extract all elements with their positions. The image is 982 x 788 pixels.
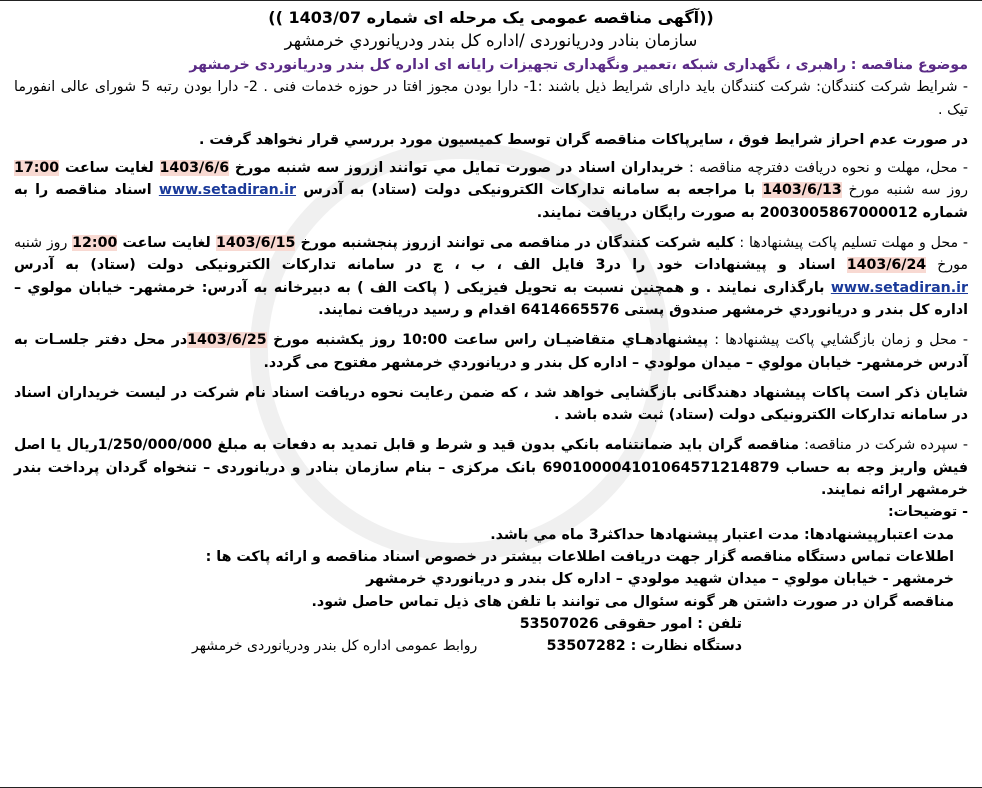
purchase-date-from: 1403/6/6 — [159, 160, 230, 177]
submission-text-e: بارگذاری نمایند . و همچنین نسبت به تحویل فیزیکی ( پاکت الف ) به دبیرخانه به آدرس: خرمشهر- خیابان مولوي – اداره کل بندر و دریانوردي خرمشهر صندوق پستی 6414665576 اقدام و رسید دریافت نمایند. — [14, 279, 968, 318]
disqualification-note: در صورت عدم احراز شرایط فوق ، سایرپاکات مناقصه گران توسط کمیسیون مورد بررسي قرار نخواهد گرفت . — [198, 131, 968, 148]
office-address: خرمشهر - خیابان مولوي – میدان شهید مولودي – اداره کل بندر و دریانوردي خرمشهر — [366, 571, 954, 588]
submission-text-b: لغایت ساعت — [117, 235, 216, 252]
public-relations-signature: روابط عمومی اداره کل بندر ودریانوردی خرمشهر — [192, 637, 478, 654]
contact-block — [14, 613, 968, 659]
contact-info: اطلاعات تماس دستگاه مناقصه گزار جهت دریافت اطلاعات بیشتر در خصوص اسناد مناقصه و ارائه پاکت ها : — [205, 548, 954, 565]
opening-date: 1403/6/25 — [187, 332, 267, 349]
purchase-time: 17:00 — [14, 160, 60, 177]
submission-date-from: 1403/6/15 — [215, 235, 296, 252]
submission-date-to: 1403/6/24 — [846, 257, 927, 274]
document-purchase-section — [14, 157, 968, 224]
deposit-intro: - سپرده شرکت در مناقصه: — [799, 437, 968, 454]
offer-validity: مدت اعتبارپیشنهادها: مدت اعتبار پیشنهادها حداکثر3 ماه مي باشد. — [490, 526, 954, 543]
purchase-text-b: لغایت ساعت — [59, 160, 160, 177]
legal-phone: تلفن : امور حقوقی 53507026 — [519, 615, 742, 632]
registration-remark: شایان ذکر است پاکات پیشنهاد دهندگانی بازگشایی خواهد شد ، که ضمن رعایت نحوه دریافت اسناد نام شرکت در لیست خریداران اسناد در سامانه تدارکات الکترونیکی دولت (ستاد) ثبت شده باشد . — [14, 384, 968, 424]
notes-block — [14, 524, 968, 613]
tender-topic — [14, 54, 968, 76]
announcement-body — [14, 7, 968, 659]
setad-link[interactable]: www.setadiran.ir — [158, 182, 297, 199]
opening-intro: - محل و زمان بازگشايي پاکت پیشنهادها : — [708, 332, 969, 349]
purchase-text-a: خریداران اسناد در صورت تمایل مي توانند ازروز سه شنبه مورخ — [229, 160, 684, 177]
submission-text-a: کلیه شرکت کنندگان در مناقصه می توانند ازروز پنجشنبه مورخ — [295, 235, 735, 252]
submission-text-c: روز شنبه مورخ — [14, 235, 969, 274]
announcement-title: ((آگهی مناقصه عمومی یک مرحله ای شماره 1403/07 )) — [268, 8, 714, 27]
submission-time: 12:00 — [72, 235, 118, 252]
opening-text-b: در محل دفتر جلسـات به آدرس خرمشهر- خیابان مولوي – میدان مولودي – اداره کل بندر و دریانوردي خرمشهر مفتوح می گردد. — [14, 332, 968, 371]
submission-section — [14, 232, 968, 321]
purchase-date-to: 1403/6/13 — [762, 182, 842, 199]
topic-text: راهبری ، نگهداری شبکه ،تعمیر ونگهداری تجهیزات رایانه ای اداره کل بندر ودریانوردی خرمشهر — [189, 57, 847, 73]
purchase-text-e: اسناد مناقصه را به شماره 2003005867000012 به صورت رایگان دریافت نمایند. — [14, 182, 968, 221]
phone-lines — [520, 613, 742, 658]
organization-subtitle: سازمان بنادر ودریانوردی /اداره کل بندر ودریانوردي خرمشهر — [284, 31, 698, 50]
submission-intro: - محل و مهلت تسلیم پاکت پیشنهادها : — [734, 235, 969, 252]
deposit-text: مناقصه گران باید ضمانتنامه بانکي بدون قید و شرط و قابل تمدید به دفعات به مبلغ 1/250/000/000ریال یا اصل فیش واریز وجه به حساب 69010000410106457121487​9 بانک مرکزی – بنام سازمان بنادر و دریانوردی – تنخواه گردان پرداخت بندر خرمشهر ارائه نمایند. — [14, 437, 968, 499]
participant-conditions: - شرایط شرکت کنندگان: شرکت کنندگان باید دارای شرایط ذیل باشند :1- دارا بودن مجوز افتا در حوزه خدمات فنی . 2- دارا بودن رتبه 5 شورای عالی انفورما تیک . — [14, 79, 968, 118]
supervision-phone: دستگاه نظارت : 53507282 — [546, 638, 742, 655]
deposit-section — [14, 434, 968, 501]
notes-heading: - توضیحات: — [887, 504, 968, 521]
purchase-intro: - محل، مهلت و نحوه دریافت دفترچه مناقصه : — [683, 160, 968, 177]
purchase-text-c: روز سه شنبه مورخ — [841, 182, 968, 199]
submission-text-d: اسناد و پیشنهادات خود را در3 فایل الف ، ب ، ج در سامانه تدارکات الکترونیکی دولت (ستاد) به آدرس — [14, 257, 847, 274]
topic-label: موضوع مناقصه : — [850, 57, 968, 73]
opening-text-a: پیشنهادهـاي متقاضیـان راس ساعت 10:00 روز یکشنبه مورخ — [266, 332, 709, 349]
purchase-text-d: با مراجعه به سامانه تدارکات الکترونیکی دولت (ستاد) به آدرس — [296, 182, 763, 199]
setad-link-2[interactable]: www.setadiran.ir — [830, 279, 968, 296]
opening-section — [14, 329, 968, 374]
questions-note: مناقصه گران در صورت داشتن هر گونه سئوال می توانند با تلفن های ذیل تماس حاصل شود. — [311, 593, 954, 610]
